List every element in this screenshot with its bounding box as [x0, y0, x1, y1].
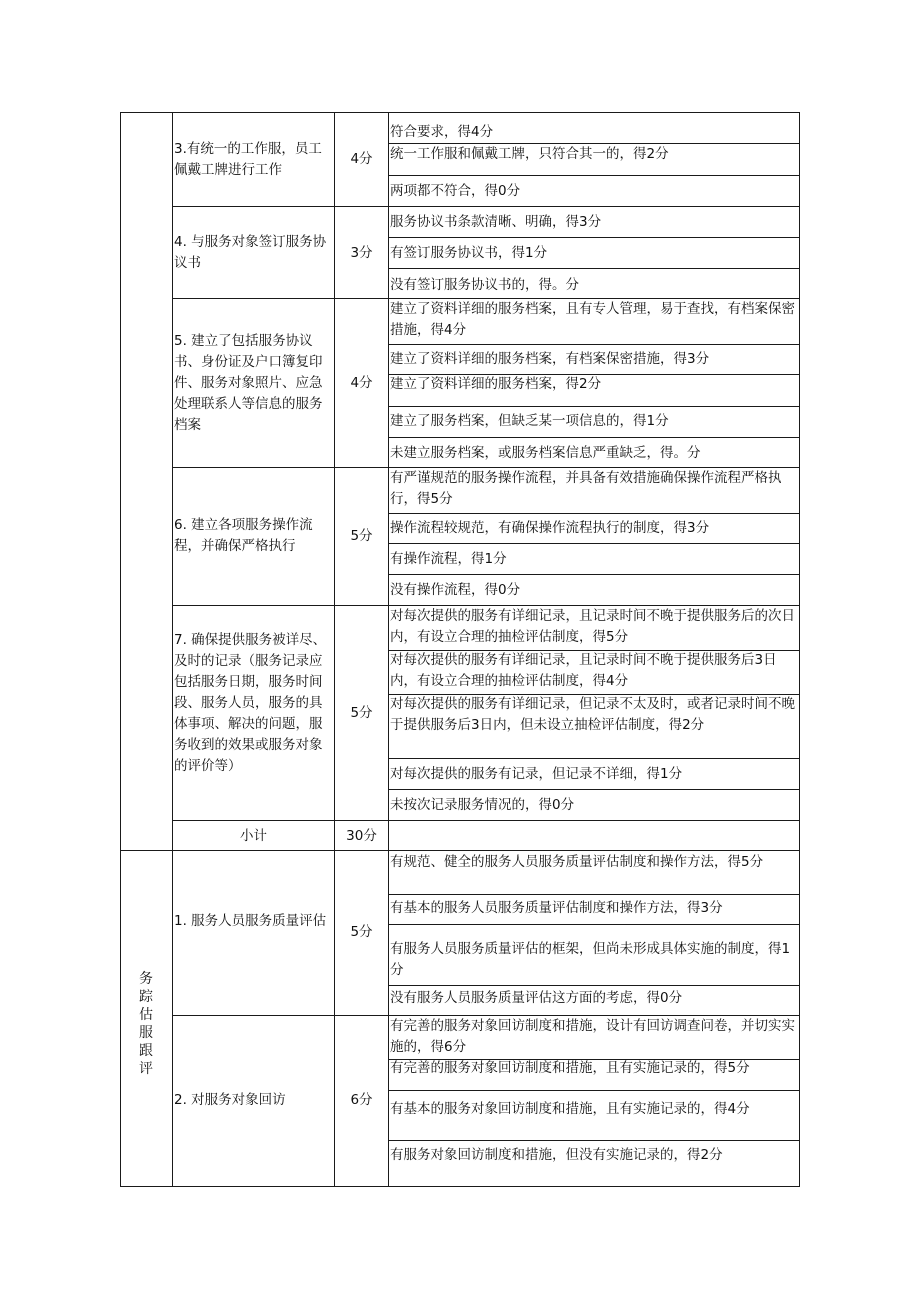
criterion: 未建立服务档案，或服务档案信息严重缺乏，得。分: [390, 445, 701, 461]
criterion: 有操作流程，得1分: [390, 551, 507, 567]
criterion: 建立了资料详细的服务档案，有档案保密措施，得3分: [390, 351, 710, 367]
item-score: 5分: [350, 924, 373, 940]
item-score: 5分: [350, 705, 373, 721]
criterion: 有服务对象回访制度和措施，但没有实施记录的，得2分: [390, 1147, 723, 1163]
criterion: 有签订服务协议书，得1分: [390, 245, 548, 261]
criterion: 两项都不符合，得0分: [390, 183, 521, 199]
criterion: 统一工作服和佩戴工牌，只符合其一的，得2分: [390, 146, 669, 162]
category-label: 务踪估服跟评: [139, 971, 153, 1077]
item-title: 3.有统一的工作服，员工佩戴工牌进行工作: [174, 141, 322, 178]
criterion: 建立了资料详细的服务档案，且有专人管理，易于查找，有档案保密措施，得4分: [390, 301, 795, 338]
criterion: 有完善的服务对象回访制度和措施，设计有回访调查问卷，并切实实施的，得6分: [390, 1018, 795, 1055]
subtotal-score: 30分: [346, 828, 377, 844]
item-title: 1. 服务人员服务质量评估: [174, 913, 327, 929]
criterion: 建立了资料详细的服务档案，得2分: [390, 376, 602, 392]
item-score: 3分: [350, 245, 373, 261]
criterion: 没有操作流程，得0分: [390, 582, 521, 598]
criterion: 没有签订服务协议书的，得。分: [390, 277, 579, 293]
item-title: 2. 对服务对象回访: [174, 1092, 286, 1108]
criterion: 有服务人员服务质量评估的框架，但尚未形成具体实施的制度，得1分: [390, 941, 791, 978]
item-title: 4. 与服务对象签订服务协议书: [174, 234, 327, 271]
item-score: 5分: [350, 528, 373, 544]
criterion: 符合要求，得4分: [390, 124, 494, 140]
criterion: 有基本的服务人员服务质量评估制度和操作方法，得3分: [390, 900, 723, 916]
criterion: 未按次记录服务情况的，得0分: [390, 797, 575, 813]
criterion: 对每次提供的服务有详细记录，且记录时间不晚于提供服务后的次日内，有设立合理的抽检评估制度，得5分: [390, 608, 795, 645]
item-title: 5. 建立了包括服务协议书、身份证及户口簿复印件、服务对象照片、应急处理联系人等信息的服务档案: [174, 333, 323, 433]
criterion: 有规范、健全的服务人员服务质量评估制度和操作方法，得5分: [390, 854, 764, 870]
criterion: 对每次提供的服务有详细记录，但记录不太及时，或者记录时间不晚于提供服务后3日内，但未设立抽检评估制度，得2分: [390, 696, 795, 733]
criterion: 对每次提供的服务有记录，但记录不详细，得1分: [390, 766, 683, 782]
criterion: 对每次提供的服务有详细记录，且记录时间不晚于提供服务后3日内，有设立合理的抽检评估制度，得4分: [390, 652, 777, 689]
criterion: 建立了服务档案，但缺乏某一项信息的，得1分: [390, 413, 669, 429]
item-score: 4分: [350, 151, 373, 167]
item-score: 4分: [350, 375, 373, 391]
criterion: 有基本的服务对象回访制度和措施，且有实施记录的，得4分: [390, 1101, 750, 1117]
criterion: 服务协议书条款清晰、明确，得3分: [390, 214, 602, 230]
criterion: 有严谨规范的服务操作流程，并具备有效措施确保操作流程严格执行，得5分: [390, 470, 782, 507]
item-title: 7. 确保提供服务被详尽、及时的记录（服务记录应包括服务日期，服务时间段、服务人员，服务的具体事项、解决的问题，服务收到的效果或服务对象的评价等）: [174, 632, 327, 774]
subtotal-label: 小计: [240, 828, 267, 844]
item-score: 6分: [350, 1092, 373, 1108]
item-title: 6. 建立各项服务操作流程，并确保严格执行: [174, 517, 313, 554]
criterion: 操作流程较规范，有确保操作流程执行的制度，得3分: [390, 520, 710, 536]
criterion: 有完善的服务对象回访制度和措施，且有实施记录的，得5分: [390, 1060, 750, 1076]
criterion: 没有服务人员服务质量评估这方面的考虑，得0分: [390, 990, 683, 1006]
